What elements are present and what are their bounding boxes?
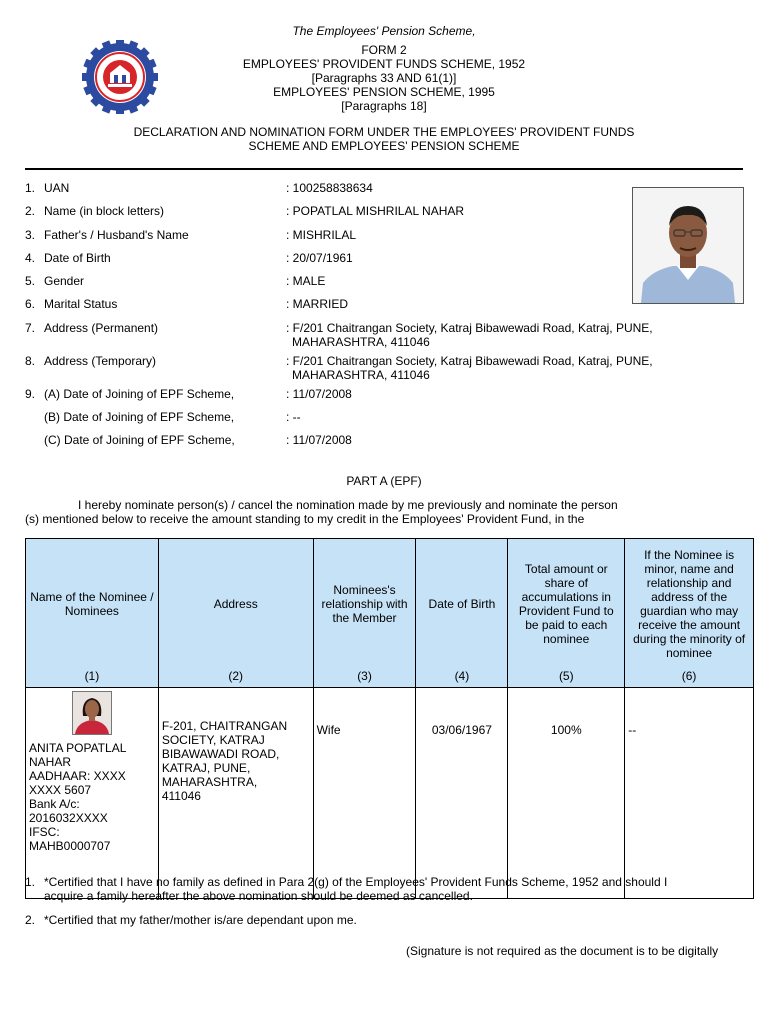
certification-note-1 [25, 875, 765, 905]
gender-label: Gender [44, 274, 85, 288]
address-line: SOCIETY, KATRAJ [161, 733, 265, 747]
nominee-name-cell [26, 688, 159, 899]
part-a-heading: PART A (EPF) [346, 474, 422, 488]
field-number: 3. [25, 228, 36, 242]
field-number: 1. [25, 181, 36, 195]
note-text-line-1: *Certified that my father/mother is/are dependant upon me. [44, 913, 357, 927]
nominee-photo [72, 691, 112, 735]
header-label: If the Nominee is minor, name and relationship and address of the guardian who may receive the amount during the minority of nominee [633, 548, 746, 660]
nominee-aadhaar-line: AADHAAR: XXXX [29, 769, 126, 783]
nominee-dob-cell: 03/06/1967 [416, 688, 508, 899]
address-line: F-201, CHAITRANGAN [161, 719, 288, 733]
form-title-line-2: SCHEME AND EMPLOYEES' PENSION SCHEME [248, 139, 520, 153]
nomination-table [25, 538, 754, 899]
nominee-bank-account: 2016032XXXX [29, 811, 108, 825]
father-name-label: Father's / Husband's Name [44, 228, 189, 242]
form-title-line-1: DECLARATION AND NOMINATION FORM UNDER THE EMPLOYEES' PROVIDENT FUNDS [133, 125, 635, 139]
note-number: 1. [25, 875, 36, 889]
permanent-address-label: Address (Permanent) [44, 321, 159, 335]
gender-value: : MALE [286, 274, 326, 288]
field-number: 8. [25, 354, 36, 368]
nominee-bank-label: Bank A/c: [29, 797, 80, 811]
note-number: 2. [25, 913, 36, 927]
marital-status-value: : MARRIED [286, 297, 349, 311]
address-line: BIBAWAWADI ROAD, [161, 747, 280, 761]
column-number: (6) [681, 669, 697, 683]
column-header-share [508, 539, 625, 688]
address-line: MAHARASHTRA, [161, 775, 258, 789]
nominee-name-line: ANITA POPATLAL [29, 741, 127, 755]
eps-paragraphs: [Paragraphs 18] [341, 99, 427, 113]
epf-join-date-c-value: : 11/07/2008 [286, 433, 352, 447]
permanent-address-line-2: MAHARASHTRA, 411046 [292, 335, 430, 349]
field-number: 6. [25, 297, 36, 311]
nominee-relationship-cell: Wife [313, 688, 416, 899]
nominee-ifsc-label: IFSC: [29, 825, 60, 839]
certification-note-2 [25, 913, 765, 929]
nominee-aadhaar-line: XXXX 5607 [29, 783, 92, 797]
column-header-dob [416, 539, 508, 688]
header-divider [25, 168, 743, 170]
column-number: (5) [558, 669, 574, 683]
field-number: 2. [25, 204, 36, 218]
epf-join-date-c-label: (C) Date of Joining of EPF Scheme, [44, 433, 235, 447]
uan-value: : 100258838634 [286, 181, 373, 195]
part-a-intro-line-2: (s) mentioned below to receive the amount standing to my credit in the Employees' Provident Fund, in the [25, 512, 585, 526]
nominee-name-line: NAHAR [29, 755, 72, 769]
header-label: Name of the Nominee / Nominees [30, 590, 154, 618]
nominee-guardian-cell: -- [625, 688, 754, 899]
header-label: Address [213, 597, 258, 611]
nominee-address-cell [158, 688, 313, 899]
member-photo [632, 187, 744, 304]
column-header-guardian [625, 539, 754, 688]
part-a-intro-line-1: I hereby nominate person(s) / cancel the nomination made by me previously and nominate the person [78, 498, 618, 512]
dob-value: : 20/07/1961 [286, 251, 353, 265]
marital-status-label: Marital Status [44, 297, 118, 311]
permanent-address-line-1: : F/201 Chaitrangan Society, Katraj Bibawewadi Road, Katraj, PUNE, [286, 321, 653, 335]
column-number: (1) [84, 669, 100, 683]
table-row [26, 688, 754, 899]
header-label: Date of Birth [428, 597, 496, 611]
note-text-line-2: acquire a family hereafter the above nomination should be deemed as cancelled. [44, 889, 473, 903]
temporary-address-label: Address (Temporary) [44, 354, 157, 368]
name-value: : POPATLAL MISHRILAL NAHAR [286, 204, 465, 218]
epf-join-date-a-value: : 11/07/2008 [286, 387, 352, 401]
column-header-nominee-name [26, 539, 159, 688]
column-header-relationship [313, 539, 416, 688]
field-number: 9. [25, 387, 36, 401]
table-header-row [26, 539, 754, 688]
epf-join-date-a-label: (A) Date of Joining of EPF Scheme, [44, 387, 235, 401]
field-number: 5. [25, 274, 36, 288]
field-number: 4. [25, 251, 36, 265]
temporary-address-line-2: MAHARASHTRA, 411046 [292, 368, 430, 382]
uan-label: UAN [44, 181, 70, 195]
epf-paragraphs: [Paragraphs 33 AND 61(1)] [311, 71, 457, 85]
scheme-title: The Employees' Pension Scheme, [292, 24, 476, 38]
nominee-share-cell: 100% [508, 688, 625, 899]
signature-note: (Signature is not required as the document is to be digitally [406, 944, 719, 958]
field-number: 7. [25, 321, 36, 335]
epf-join-date-b-label: (B) Date of Joining of EPF Scheme, [44, 410, 235, 424]
father-name-value: : MISHRILAL [286, 228, 357, 242]
name-label: Name (in block letters) [44, 204, 165, 218]
temporary-address-line-1: : F/201 Chaitrangan Society, Katraj Bibawewadi Road, Katraj, PUNE, [286, 354, 653, 368]
header-label: Nominees's relationship with the Member [321, 583, 408, 625]
nominee-ifsc-code: MAHB0000707 [29, 839, 111, 853]
epf-join-date-b-value: : -- [286, 410, 301, 424]
address-line: KATRAJ, PUNE, [161, 761, 251, 775]
column-number: (4) [454, 669, 470, 683]
epf-scheme-name: EMPLOYEES' PROVIDENT FUNDS SCHEME, 1952 [242, 57, 526, 71]
address-line: 411046 [161, 789, 201, 803]
column-header-address [158, 539, 313, 688]
note-text-line-1: *Certified that I have no family as defined in Para 2(g) of the Employees' Provident Funds Scheme, 1952 and should I [44, 875, 668, 889]
column-number: (3) [357, 669, 372, 683]
form-number: FORM 2 [361, 43, 407, 57]
column-number: (2) [228, 669, 244, 683]
header-label: Total amount or share of accumulations in Provident Fund to be paid to each nominee [518, 562, 614, 646]
dob-label: Date of Birth [44, 251, 111, 265]
eps-scheme-name: EMPLOYEES' PENSION SCHEME, 1995 [273, 85, 495, 99]
